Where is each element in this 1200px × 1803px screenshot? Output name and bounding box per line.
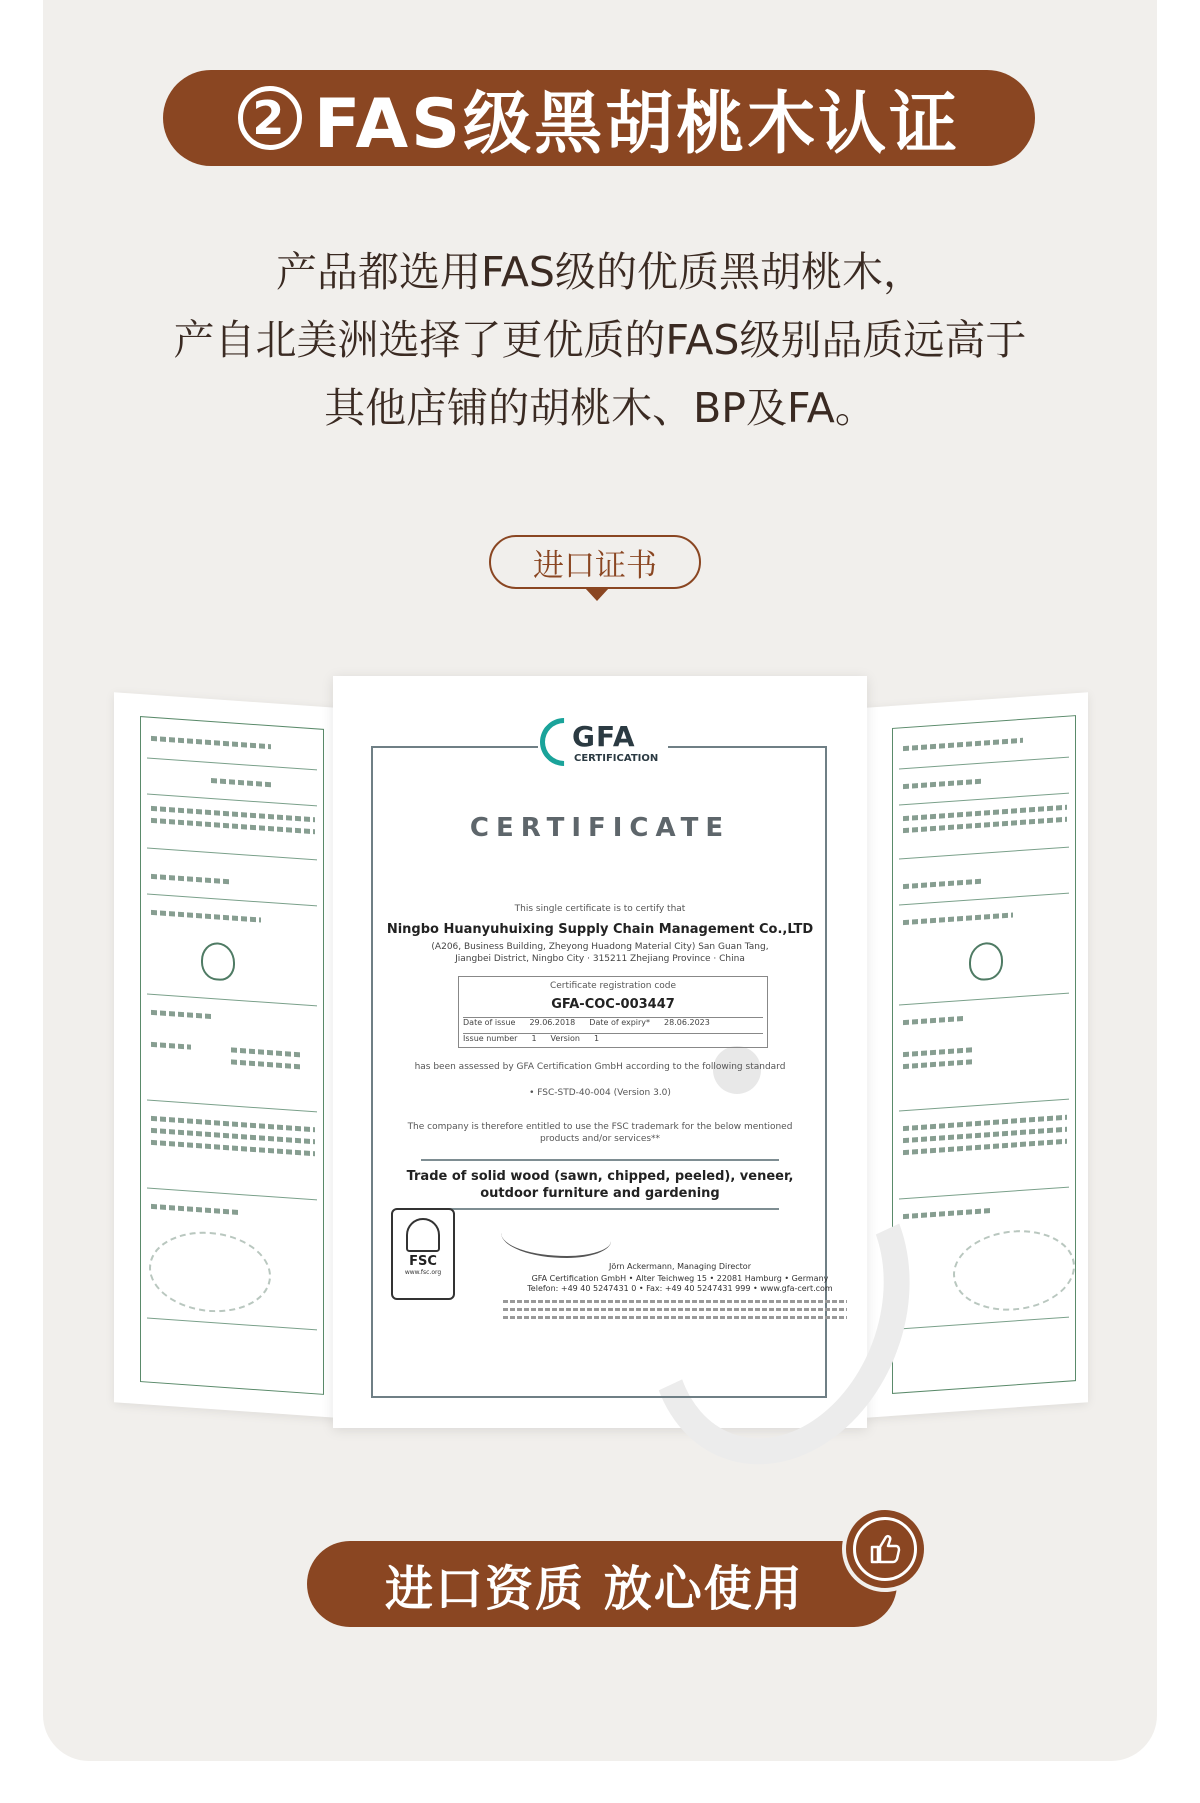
registration-label: Certificate registration code xyxy=(549,981,677,991)
gfa-logo-word: GFA xyxy=(572,720,636,753)
assessed-line: has been assessed by GFA Certification GmbH according to the following standard xyxy=(414,1062,786,1072)
divider xyxy=(421,1159,779,1161)
intro-line: 产自北美洲选择了更优质的FAS级别品质远高于 xyxy=(173,316,1027,364)
thumbs-up-glyph xyxy=(868,1532,902,1566)
emblem-icon xyxy=(969,941,1003,981)
fine-print xyxy=(503,1308,847,1311)
entitled-line-2: products and/or services** xyxy=(539,1134,661,1144)
gfa-logo xyxy=(538,710,668,780)
intro-line: 其他店铺的胡桃木、BP及FA。 xyxy=(324,384,876,432)
trade-line-1: Trade of solid wood (sawn, chipped, peeled), veneer, xyxy=(406,1169,794,1184)
section-number: 2 xyxy=(238,86,302,150)
fine-print xyxy=(503,1300,847,1303)
company-address-1: (A206, Business Building, Zheyong Huadong Material City) San Guan Tang, xyxy=(431,942,769,952)
thumbs-up-icon xyxy=(842,1506,928,1592)
thumbs-up-ring xyxy=(853,1517,917,1581)
company-address-2: Jiangbei District, Ningbo City · 315211 Zhejiang Province · China xyxy=(455,954,745,964)
intro-text xyxy=(80,238,1120,442)
gfa-address: GFA Certification GmbH • Alter Teichweg 15 • 22081 Hamburg • Germany xyxy=(531,1274,829,1283)
divider xyxy=(421,1208,779,1210)
certify-line: This single certificate is to certify that xyxy=(514,904,686,914)
entitled-line-1: The company is therefore entitled to use the FSC trademark for the below mentioned xyxy=(407,1122,793,1132)
company-name: Ningbo Huanyuhuixing Supply Chain Management Co.,LTD xyxy=(386,922,814,937)
stamp-icon xyxy=(149,1228,271,1317)
tag-pointer xyxy=(585,588,609,601)
section-title-text: FAS级黑胡桃木认证 xyxy=(313,84,961,164)
trade-line-2: outdoor furniture and gardening xyxy=(480,1186,720,1201)
stamp-icon xyxy=(953,1226,1075,1315)
fsc-url: www.fsc.org xyxy=(404,1269,442,1276)
section-title xyxy=(238,70,960,167)
section-title-banner xyxy=(163,70,1035,166)
fine-print xyxy=(503,1316,847,1319)
certificate-title: CERTIFICATE xyxy=(469,813,731,843)
registration-code: GFA-COC-003447 xyxy=(551,997,675,1012)
registration-box xyxy=(458,976,768,1048)
bottom-banner xyxy=(307,1541,897,1627)
fsc-logo xyxy=(391,1208,455,1300)
version-row: Issue number 1 Version 1 xyxy=(463,1033,763,1048)
issue-row: Date of issue 29.06.2018 Date of expiry* 28.06.2023 xyxy=(463,1017,763,1032)
standard-line: • FSC-STD-40-004 (Version 3.0) xyxy=(529,1088,671,1098)
bottom-banner-text: 进口资质 放心使用 xyxy=(385,1560,804,1617)
intro-line: 产品都选用FAS级的优质黑胡桃木， xyxy=(276,248,924,296)
gfa-logo-sub: CERTIFICATION xyxy=(574,753,659,764)
gfa-phone: Telefon: +49 40 5247431 0 • Fax: +49 40 5247431 999 • www.gfa-cert.com xyxy=(527,1284,833,1293)
main-certificate xyxy=(333,676,867,1428)
tree-icon xyxy=(406,1218,440,1252)
certificate-border xyxy=(892,715,1076,1394)
emblem-icon xyxy=(201,941,235,981)
side-certificate-left xyxy=(114,692,336,1418)
certificate-tag: 进口证书 xyxy=(489,535,701,589)
fsc-word: FSC xyxy=(409,1254,437,1269)
certificate-border xyxy=(140,716,324,1395)
signer-name: Jörn Ackermann, Managing Director xyxy=(609,1262,751,1271)
